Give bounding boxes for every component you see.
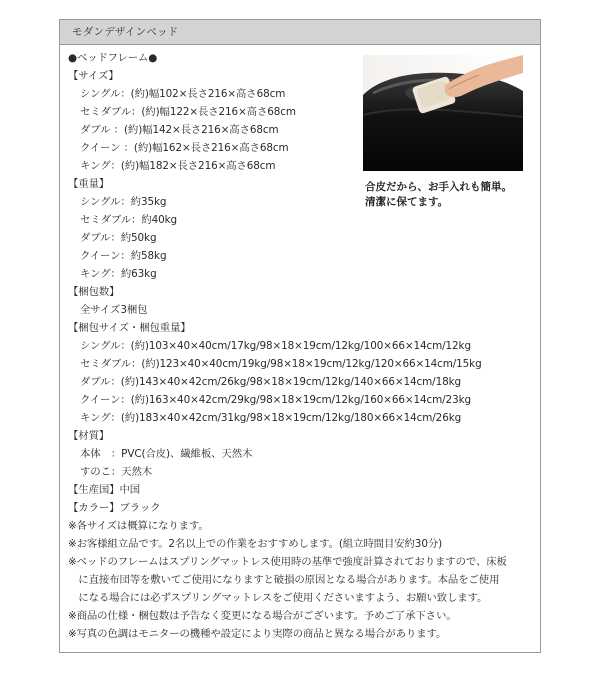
note-line: ※お客様組立品です。2名以上での作業をおすすめします。(組立時間目安約30分) [68, 538, 443, 550]
package-size-line: ダブル：(約)143×40×42cm/26kg/98×18×19cm/12kg/140×66×14cm/18kg [80, 376, 462, 388]
section-title: ●ベッドフレーム● [68, 52, 158, 64]
material-line: すのこ：天然木 [80, 466, 153, 478]
weight-heading: 【重量】 [68, 178, 110, 190]
material-line: 本体 ：PVC(合皮)、繊維板、天然木 [80, 448, 253, 460]
panel-title: モダンデザインベッド [72, 26, 179, 38]
size-line: クイーン ：(約)幅162×長さ216×高さ68cm [80, 142, 289, 154]
packages-line: 全サイズ3梱包 [80, 304, 148, 316]
spec-panel [59, 19, 541, 653]
size-line: キング：(約)幅182×長さ216×高さ68cm [80, 160, 276, 172]
weight-line: ダブル：約50kg [80, 232, 157, 244]
size-heading: 【サイズ】 [68, 70, 119, 82]
header-divider [60, 44, 540, 45]
note-line: に直接布団等を敷いてご使用になりますと破損の原因となる場合があります。本品をご使用 [68, 574, 500, 586]
product-photo [363, 55, 523, 171]
package-size-heading: 【梱包サイズ・梱包重量】 [68, 322, 191, 334]
weight-line: クイーン：約58kg [80, 250, 167, 262]
size-line: セミダブル：(約)幅122×長さ216×高さ68cm [80, 106, 296, 118]
size-line: シングル：(約)幅102×長さ216×高さ68cm [80, 88, 286, 100]
weight-line: セミダブル：約40kg [80, 214, 178, 226]
color-line: 【カラー】ブラック [68, 502, 161, 514]
photo-caption [365, 180, 512, 210]
package-size-line: クイーン：(約)163×40×42cm/29kg/98×18×19cm/12kg/160×66×14cm/23kg [80, 394, 471, 406]
size-line: ダブル ：(約)幅142×長さ216×高さ68cm [80, 124, 279, 136]
panel-header [60, 20, 540, 44]
note-line: ※ベッドのフレームはスプリングマットレス使用時の基準で強度計算されておりますので、床板 [68, 556, 507, 568]
note-line: ※商品の仕様・梱包数は予告なく変更になる場合がございます。予めご了承下さい。 [68, 610, 457, 622]
note-line: ※各サイズは概算になります。 [68, 520, 209, 532]
packages-heading: 【梱包数】 [68, 286, 120, 298]
package-size-line: シングル：(約)103×40×40cm/17kg/98×18×19cm/12kg/100×66×14cm/12kg [80, 340, 471, 352]
origin-line: 【生産国】中国 [68, 484, 141, 496]
note-line: ※写真の色調はモニターの機種や設定により実際の商品と異なる場合があります。 [68, 628, 447, 640]
weight-line: シングル：約35kg [80, 196, 167, 208]
material-heading: 【材質】 [68, 430, 110, 442]
weight-line: キング：約63kg [80, 268, 157, 280]
package-size-line: セミダブル：(約)123×40×40cm/19kg/98×18×19cm/12kg/120×66×14cm/15kg [80, 358, 482, 370]
caption-line: 清潔に保てます。 [365, 196, 449, 208]
caption-line: 合皮だから、お手入れも簡単。 [365, 181, 512, 193]
package-size-line: キング：(約)183×40×42cm/31kg/98×18×19cm/12kg/180×66×14cm/26kg [80, 412, 462, 424]
note-line: になる場合には必ずスプリングマットレスをご使用くださいますよう、お願い致します。 [68, 592, 488, 604]
